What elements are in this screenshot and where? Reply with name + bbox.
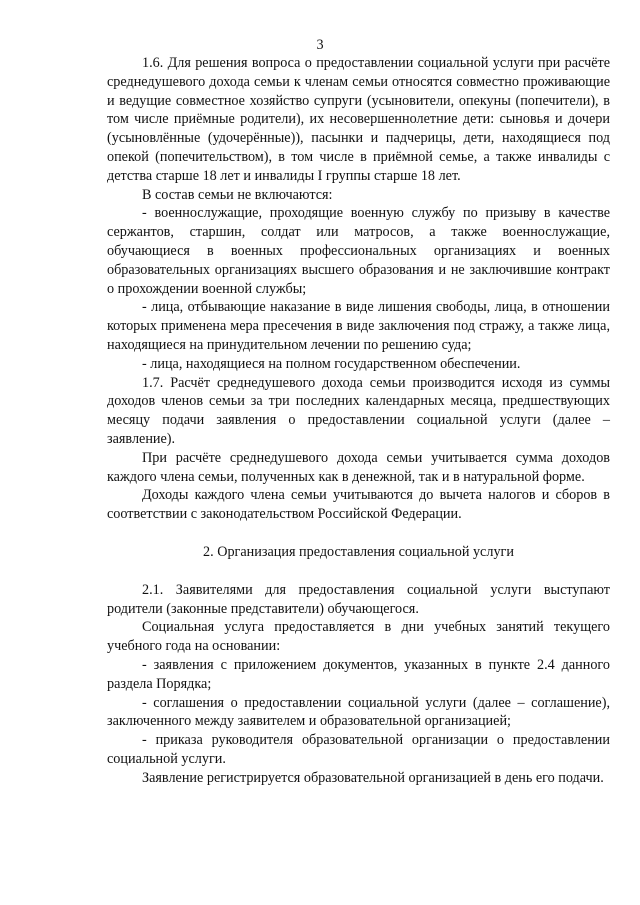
paragraph-service-basis: Социальная услуга предоставляется в дни учебных занятий текущего учебного года на основании: — [107, 619, 610, 655]
paragraph-income-before-taxes: Доходы каждого члена семьи учитываются до вычета налогов и сборов в соответствии с законодательством Российской Федерации. — [107, 487, 610, 523]
paragraph-basis-order: - приказа руководителя образовательной организации о предоставлении социальной услуги. — [107, 732, 610, 767]
document-body — [107, 54, 610, 787]
paragraph-family-exclusions-intro: В состав семьи не включаются: — [142, 186, 333, 203]
section-2-heading: 2. Организация предоставления социальной услуги — [203, 543, 514, 560]
paragraph-exclusion-state-support: - лица, находящиеся на полном государственном обеспечении. — [142, 355, 521, 372]
paragraph-1-7: 1.7. Расчёт среднедушевого дохода семьи производится исходя из суммы доходов членов семьи за три последних календарных месяца, предшествующих месяцу подачи заявления о предоставлении социальной услуги (далее – заявление). — [107, 374, 610, 447]
paragraph-basis-agreement: - соглашения о предоставлении социальной услуги (далее – соглашение), заключенного между заявителем и образовательной организацией; — [107, 694, 610, 730]
paragraph-exclusion-imprisoned: - лица, отбывающие наказание в виде лишения свободы, лица, в отношении которых применена мера пресечения в виде заключения под стражу, а также лица, находящиеся на принудительном лечении по решению суда; — [107, 299, 610, 353]
page-number: 3 — [316, 37, 324, 53]
paragraph-exclusion-military: - военнослужащие, проходящие военную службу по призыву в качестве сержантов, старшин, солдат или матросов, а также военнослужащие, обучающиеся в военных профессиональных организациях и военных образовательных организациях высшего образования и не заключившие контракт о прохождении военной службы; — [107, 205, 610, 297]
paragraph-1-6: 1.6. Для решения вопроса о предоставлении социальной услуги при расчёте среднедушевого дохода семьи к членам семьи относятся совместно проживающие и ведущие совместное хозяйство супруги (усыновители, опекуны (попечители), в том числе приёмные родители), их несовершеннолетние дети: сыновья и дочери (усыновлённые (удочерённые)), пасынки и падчерицы, дети, находящиеся под опекой (попечительством), в том числе в приёмной семье, а также инвалиды с детства старше 18 лет и инвалиды I группы старше 18 лет. — [107, 55, 610, 184]
paragraph-application-registration: Заявление регистрируется образовательной организацией в день его подачи. — [142, 769, 604, 786]
paragraph-income-calculation: При расчёте среднедушевого дохода семьи учитывается сумма доходов каждого члена семьи, полученных как в денежной, так и в натуральной форме. — [107, 449, 610, 485]
spacer — [107, 524, 610, 543]
spacer — [107, 562, 610, 581]
paragraph-basis-application: - заявления с приложением документов, указанных в пункте 2.4 данного раздела Порядка; — [107, 656, 610, 692]
paragraph-2-1: 2.1. Заявителями для предоставления социальной услуги выступают родители (законные представители) обучающегося. — [107, 581, 610, 617]
